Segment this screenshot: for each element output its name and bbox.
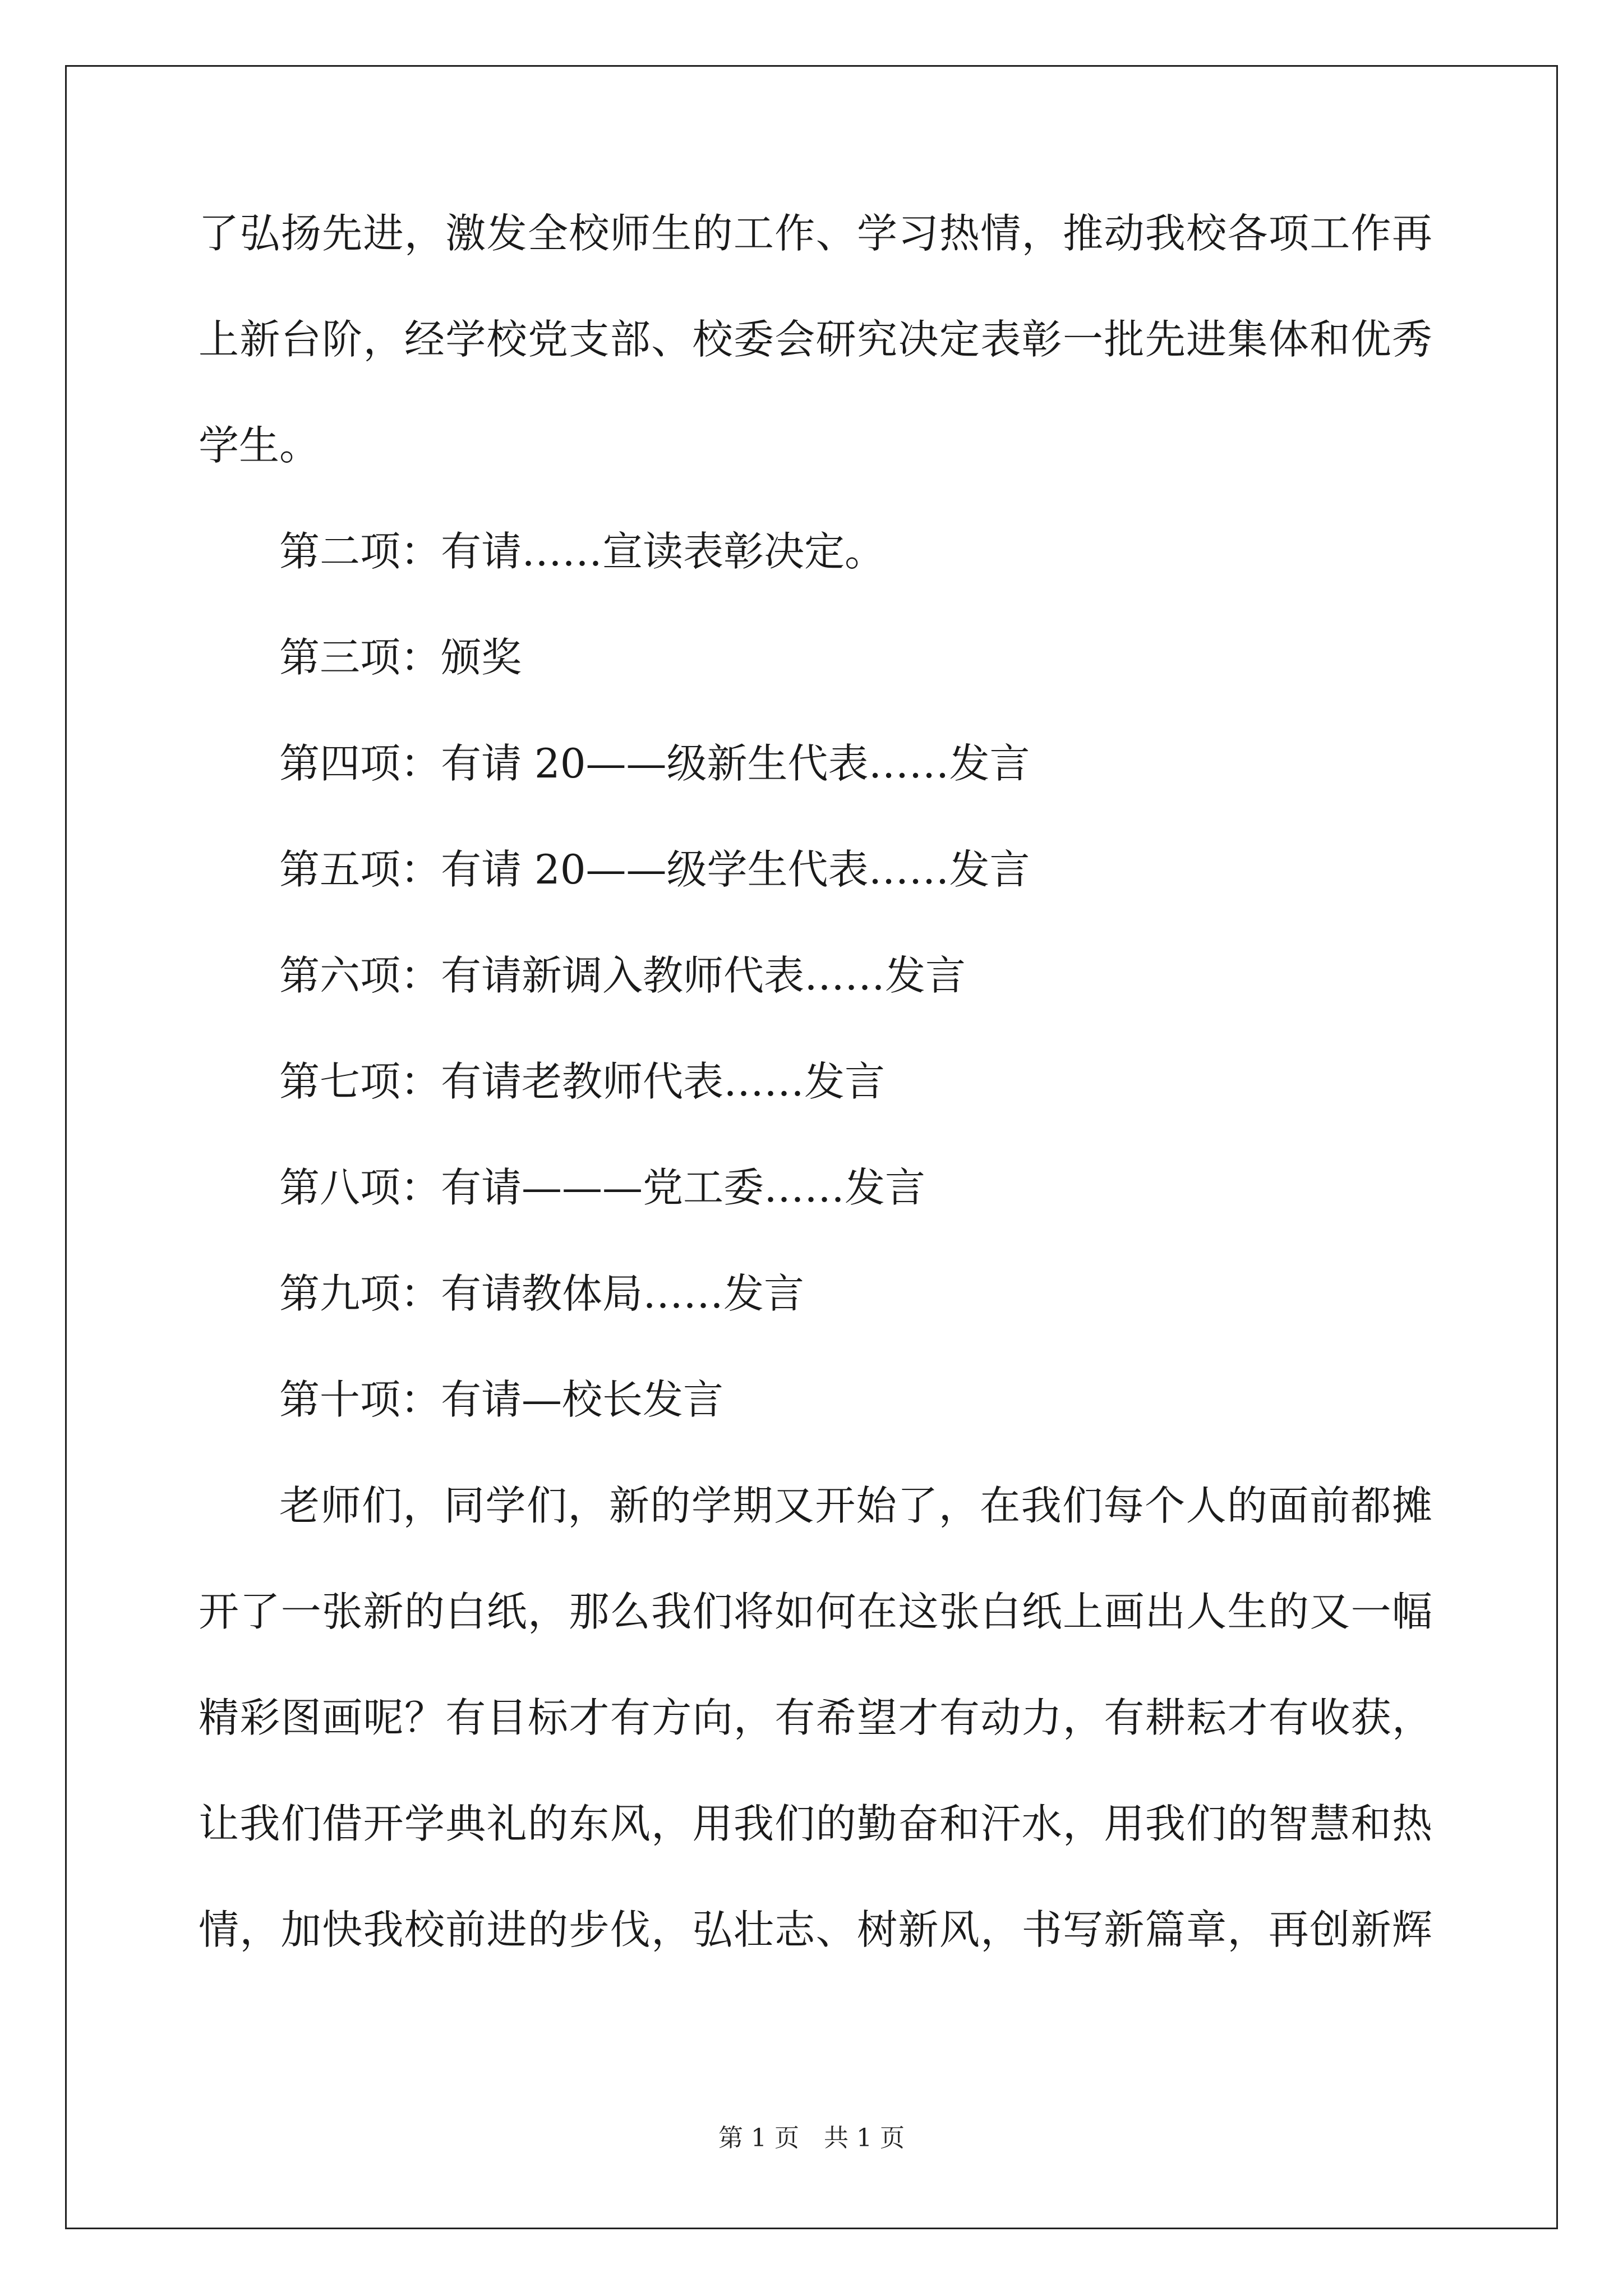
paragraph-line: 上新台阶，经学校党支部、校委会研究决定表彰一批先进集体和优秀 [199,316,1432,363]
agenda-item: 第五项：有请 20——级学生代表……发言 [279,846,1030,893]
paragraph-line: 开了一张新的白纸，那么我们将如何在这张白纸上画出人生的又一幅 [199,1588,1432,1635]
paragraph-line: 精彩图画呢？有目标才有方向，有希望才有动力，有耕耘才有收获， [199,1694,1432,1741]
agenda-item: 第六项：有请新调入教师代表……发言 [279,952,966,999]
agenda-item: 第七项：有请老教师代表……发言 [279,1058,886,1105]
paragraph-line: 老师们，同学们，新的学期又开始了，在我们每个人的面前都摊 [279,1482,1432,1529]
document-body [199,210,1432,2016]
paragraph-line: 学生。 [199,422,320,469]
agenda-item: 第八项：有请———党工委……发言 [279,1164,926,1211]
paragraph-line: 了弘扬先进，激发全校师生的工作、学习热情，推动我校各项工作再 [199,210,1432,257]
agenda-item: 第十项：有请—校长发言 [279,1376,724,1423]
agenda-item: 第二项：有请……宣读表彰决定。 [279,528,886,575]
paragraph-line: 让我们借开学典礼的东风，用我们的勤奋和汗水，用我们的智慧和热 [199,1800,1432,1847]
agenda-item: 第四项：有请 20——级新生代表……发言 [279,740,1030,787]
paragraph-line: 情，加快我校前进的步伐，弘壮志、树新风，书写新篇章，再创新辉 [199,1906,1432,1953]
agenda-item: 第九项：有请教体局……发言 [279,1270,805,1317]
agenda-item: 第三项：颁奖 [279,634,522,681]
page-number-footer: 第 1 页 共 1 页 [718,2124,905,2152]
